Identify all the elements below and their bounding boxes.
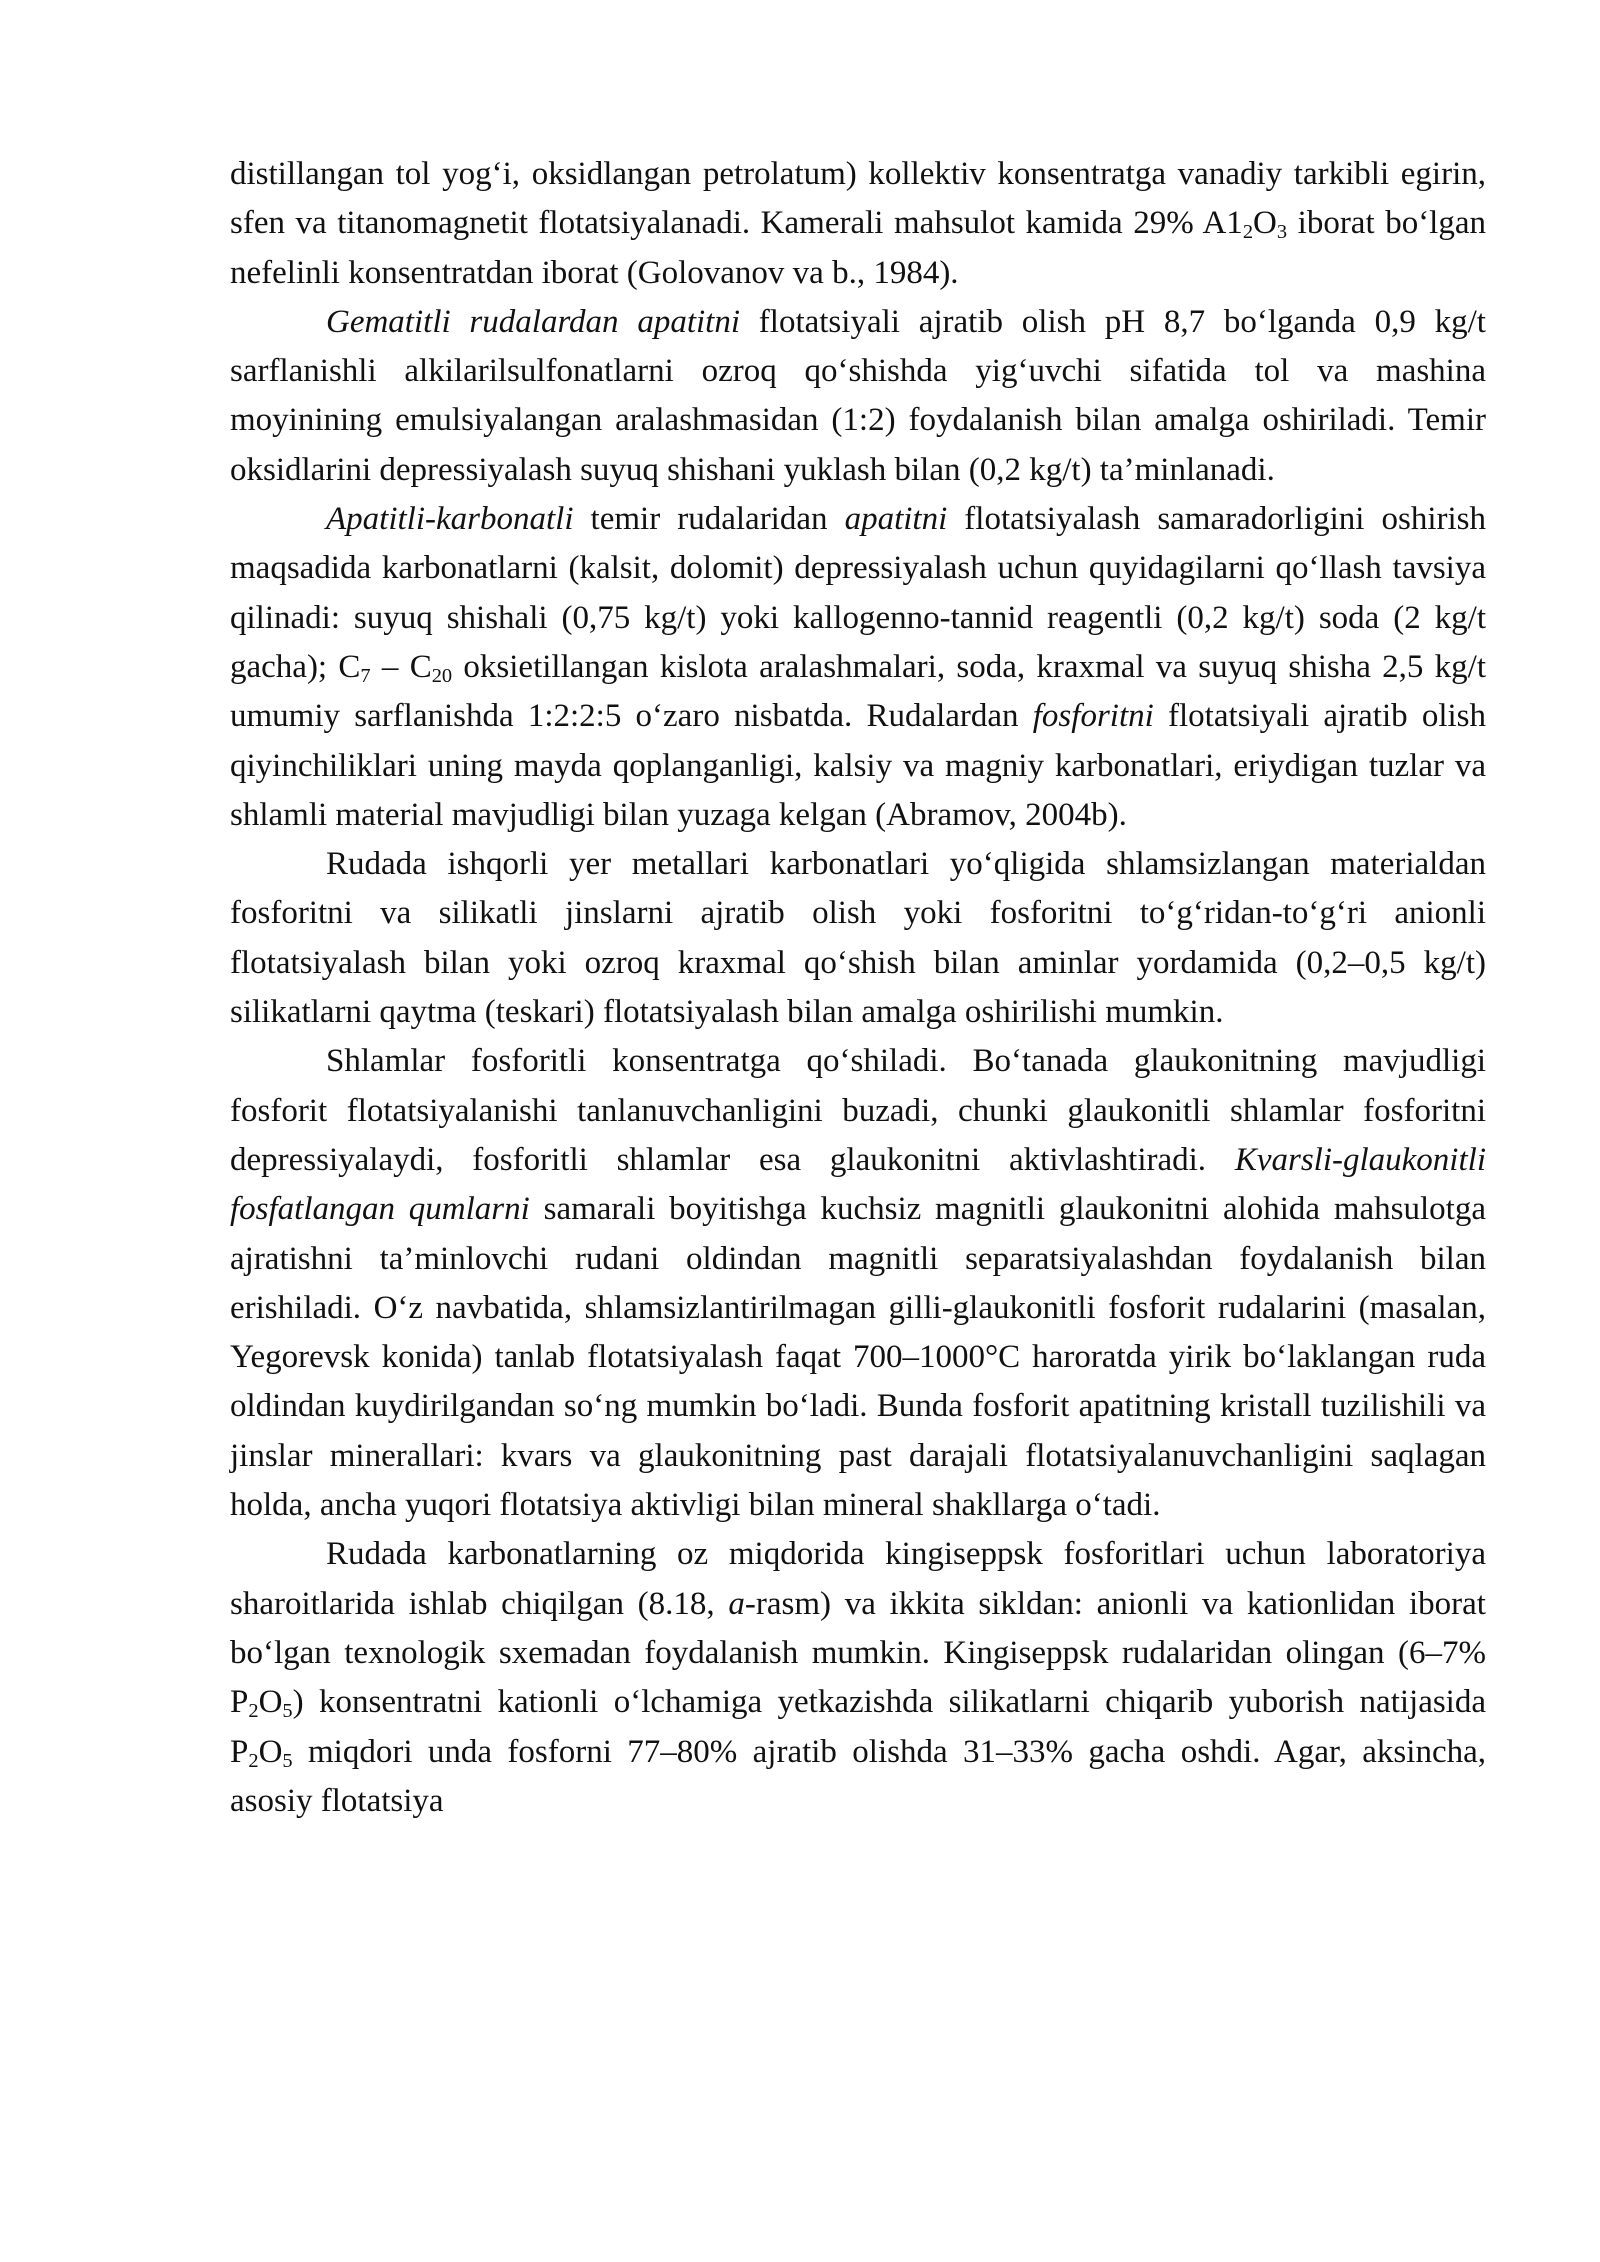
body-paragraph <box>230 1037 1486 1530</box>
body-paragraph <box>230 298 1486 495</box>
paragraph-text: flotatsiyali ajratib olish qiyinchiliklari uning mayda qoplanganligi, kalsiy va magniy karbonatlari, eriydigan tuzlar va shlamli material mavjudligi bilan yuzaga kelgan (Abramov, 2004b). <box>230 698 1486 833</box>
paragraph-text: iborat bo‘lgan nefelinli konsentratdan iborat (Golovanov va b., 1984). <box>230 205 1486 291</box>
paragraph-text: Rudada ishqorli yer metallari karbonatlari yo‘qligida shlamsizlangan materialdan fosforitni va silikatli jinslarni ajratib olish yoki fosforitni to‘g‘ridan-to‘g‘ri anionli flotatsiyalash bilan yoki ozroq kraxmal qo‘shish bilan aminlar yordamida (0,2–0,5 kg/t) silikatlarni qaytma (teskari) flotatsiyalash bilan amalga oshirilishi mumkin. <box>230 846 1486 1031</box>
paragraph-text: ) konsentratni kationli o‘lchamiga yetkazishda silikatlarni chiqarib yuborish natijasida P <box>230 1684 1486 1770</box>
body-paragraph <box>230 1530 1486 1826</box>
paragraph-text: O <box>258 1684 283 1721</box>
paragraph-text: flotatsiyalash samaradorligini oshirish maqsadida karbonatlarni (kalsit, dolomit) depressiyalash uchun quyidagilarni qo‘llash tavsiya qilinadi: suyuq shishali (0,75 kg/t) yoki kallogenno-tannid reagentli (0,2 kg/t) soda (2 kg/t gacha); C <box>230 501 1486 685</box>
subscript-text: 20 <box>431 665 453 688</box>
paragraph-text: temir rudalaridan <box>573 501 845 538</box>
paragraph-text: – C <box>370 648 432 685</box>
paragraph-text: flotatsiyali ajratib olish pH 8,7 bo‘lganda 0,9 kg/t sarflanishli alkilarilsulfonatlarni ozroq qo‘shishda yig‘uvchi sifatida tol va mashina moyinining emulsiyalangan aralashmasidan (1:2) foydalanish bilan amalga oshiriladi. Temir oksidlarini depressiyalash suyuq shishani yuklash bilan (0,2 kg/t) ta’minlanadi. <box>230 303 1486 488</box>
paragraph-text: Shlamlar fosforitli konsentratga qo‘shiladi. Bo‘tanada glaukonitning mavjudligi fosforit flotatsiyalanishi tanlanuvchanligini buzadi, chunki glaukonitli shlamlar fosforitni depressiyalaydi, fosforitli shlamlar esa glaukonitni aktivlashtiradi. <box>230 1043 1486 1178</box>
document-page <box>230 150 1486 1826</box>
italic-term: a <box>728 1585 745 1622</box>
subscript-text: 2 <box>248 1749 259 1772</box>
subscript-text: 7 <box>360 665 371 688</box>
paragraph-text: oksietillangan kislota aralashmalari, soda, kraxmal va suyuq shisha 2,5 kg/t umumiy sarflanishda 1:2:2:5 o‘zaro nisbatda. Rudalardan <box>230 648 1487 735</box>
paragraph-text: O <box>1253 205 1277 242</box>
body-paragraph <box>230 150 1486 298</box>
italic-term: fosforitni <box>1032 698 1154 735</box>
paragraph-text: O <box>258 1733 283 1770</box>
subscript-text: 2 <box>1242 221 1254 244</box>
italic-term: Gematitli rudalardan apatitni <box>326 303 741 340</box>
paragraph-text: Rudada karbonatlarning oz miqdorida kingiseppsk fosforitlari uchun laboratoriya sharoitlarida ishlab chiqilgan (8.18, <box>230 1536 1486 1622</box>
body-paragraph <box>230 495 1486 840</box>
paragraph-text: miqdori unda fosforni 77–80% ajratib olishda 31–33% gacha oshdi. Agar, aksincha, asosiy flotatsiya <box>230 1733 1486 1819</box>
subscript-text: 5 <box>282 1749 293 1772</box>
subscript-text: 2 <box>248 1700 259 1723</box>
subscript-text: 3 <box>1276 221 1288 244</box>
italic-term: Kvarsli-glaukonitli fosfatlangan qumlarni <box>230 1141 1486 1228</box>
paragraph-text: samarali boyitishga kuchsiz magnitli glaukonitni alohida mahsulotga ajratishni ta’minlovchi rudani oldindan magnitli separatsiyalashdan foydalanish bilan erishiladi. O‘z navbatida, shlamsizlantirilmagan gilli-glaukonitli fosforit rudalarini (masalan, Yegorevsk konida) tanlab flotatsiyalash faqat 700–1000°C haroratda yirik bo‘laklangan ruda oldindan kuydirilgandan so‘ng mumkin bo‘ladi. Bunda fosforit apatitning kristall tuzilishili va jinslar minerallari: kvars va glaukonitning past darajali flotatsiyalanuvchanligini saqlagan holda, ancha yuqori flotatsiya aktivligi bilan mineral shakllarga o‘tadi. <box>230 1191 1486 1524</box>
paragraph-text: -rasm) va ikkita sikldan: anionli va kationlidan iborat bo‘lgan texnologik sxemadan foydalanish mumkin. Kingiseppsk rudalaridan olingan (6–7% P <box>230 1585 1486 1721</box>
body-paragraph <box>230 840 1486 1037</box>
paragraph-text: distillangan tol yog‘i, oksidlangan petrolatum) kollektiv konsentratga vanadiy tarkibli egirin, sfen va titanomagnetit flotatsiyalanadi. Kamerali mahsulot kamida 29% A1 <box>230 156 1486 242</box>
italic-term: apatitni <box>844 501 948 538</box>
subscript-text: 5 <box>282 1700 293 1723</box>
italic-term: Apatitli-karbonatli <box>326 501 574 538</box>
